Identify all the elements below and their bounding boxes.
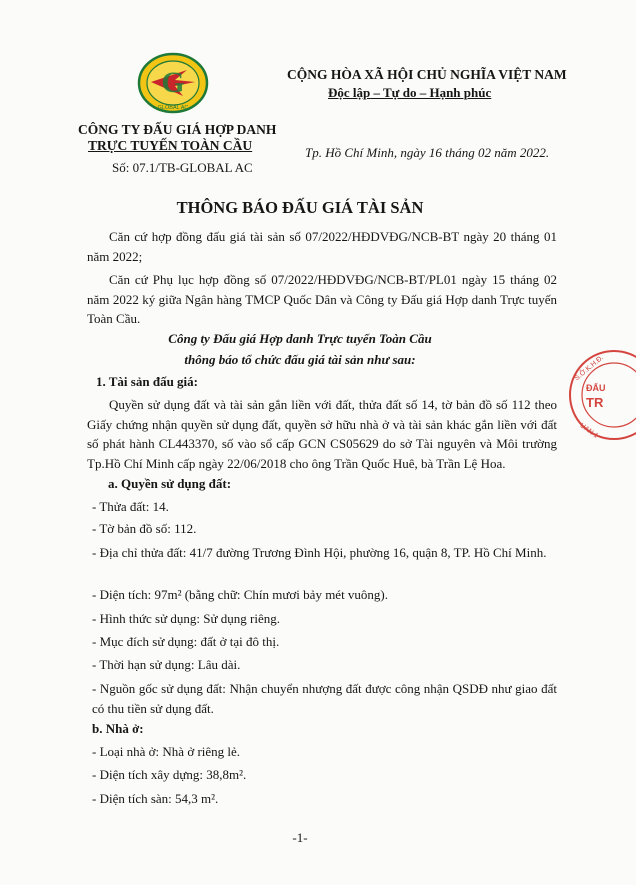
list-item: - Địa chỉ thửa đất: 41/7 đường Trương Đình Hội, phường 16, quận 8, TP. Hồ Chí Minh. <box>92 545 547 560</box>
motto-independence: Độc lập <box>328 85 371 100</box>
announcement-line-1: Công ty Đấu giá Hợp danh Trực tuyến Toàn Cầu <box>168 331 432 346</box>
motto-separator: – <box>416 85 430 100</box>
list-item: - Nguồn gốc sử dụng đất: Nhận chuyển nhượng đất được công nhận QSDĐ như giao đất có thu tiền sử dụng đất. <box>92 681 557 716</box>
document-title: THÔNG BÁO ĐẤU GIÁ TÀI SẢN <box>176 198 424 217</box>
list-item: - Diện tích: 97m² (bằng chữ: Chín mươi bảy mét vuông). <box>92 587 389 602</box>
national-motto <box>328 85 491 101</box>
section-1-heading: 1. Tài sản đấu giá: <box>96 374 198 389</box>
list-item: - Tờ bản đồ số: 112. <box>92 521 197 536</box>
document-date: Tp. Hồ Chí Minh, ngày 16 tháng 02 năm 2022. <box>305 145 550 160</box>
list-item: - Loại nhà ở: Nhà ở riêng lẻ. <box>92 744 241 759</box>
stamp-top-text: S.Ở.K.H.Đ. <box>573 354 606 383</box>
list-item: - Mục đích sử dụng: đất ở tại đô thị. <box>92 634 280 649</box>
announcement-line-2: thông báo tổ chức đấu giá tài sản như sau: <box>184 352 416 367</box>
basis-paragraph-1: Căn cứ hợp đồng đấu giá tài sản số 07/2022/HĐDVĐG/NCB-BT ngày 20 tháng 01 năm 2022; <box>87 229 557 264</box>
red-stamp <box>566 347 636 443</box>
list-item: - Hình thức sử dụng: Sử dụng riêng. <box>92 611 280 626</box>
list-item: - Thửa đất: 14. <box>92 499 169 514</box>
document-number: Số: 07.1/TB-GLOBAL AC <box>112 160 253 175</box>
list-item: - Thời hạn sử dụng: Lâu dài. <box>92 657 241 672</box>
motto-separator: – <box>370 85 384 100</box>
motto-happiness: Hạnh phúc <box>429 85 492 100</box>
list-item: - Diện tích sàn: 54,3 m². <box>92 791 219 806</box>
subsection-a-heading: a. Quyền sử dụng đất: <box>108 476 232 491</box>
basis-paragraph-2: Căn cứ Phụ lục hợp đồng số 07/2022/HĐDVĐG/NCB-BT/PL01 ngày 15 tháng 02 năm 2022 ký giữa Ngân hàng TMCP Quốc Dân và Công ty Đấu giá Hợp danh Trực tuyến Toàn Cầu. <box>87 272 557 326</box>
logo-letter: G <box>161 66 185 99</box>
subsection-b-heading: b. Nhà ở: <box>92 721 144 736</box>
stamp-side-text: TR <box>586 395 604 410</box>
logo-ring-text: GLOBAL AC <box>157 105 189 111</box>
company-name-line2: TRỰC TUYẾN TOÀN CẦU <box>88 138 253 153</box>
stamp-middle-text: ĐẤU <box>586 383 606 393</box>
stamp-bottom-text: UAN 1 <box>578 422 600 440</box>
company-logo <box>137 52 209 114</box>
page-number: -1- <box>292 830 308 845</box>
motto-freedom: Tự do <box>383 85 417 100</box>
list-item: - Diện tích xây dựng: 38,8m². <box>92 767 247 782</box>
national-title: CỘNG HÒA XÃ HỘI CHỦ NGHĨA VIỆT NAM <box>287 67 567 82</box>
company-name-line1: CÔNG TY ĐẤU GIÁ HỢP DANH <box>78 122 277 137</box>
asset-description: Quyền sử dụng đất và tài sản gắn liền với đất, thửa đất số 14, tờ bản đồ số 112 theo Giấy chứng nhận quyền sử dụng đất, quyền sở hữu nhà ở và tài sản khác gắn liền với đất số phát hành CL443370, số vào sổ cấp GCN CS05629 do sở Tài nguyên và Môi trường Tp.Hồ Chí Minh cấp ngày 22/06/2018 cho ông Trần Quốc Huê, bà Trần Lệ Hoa. <box>87 397 557 471</box>
